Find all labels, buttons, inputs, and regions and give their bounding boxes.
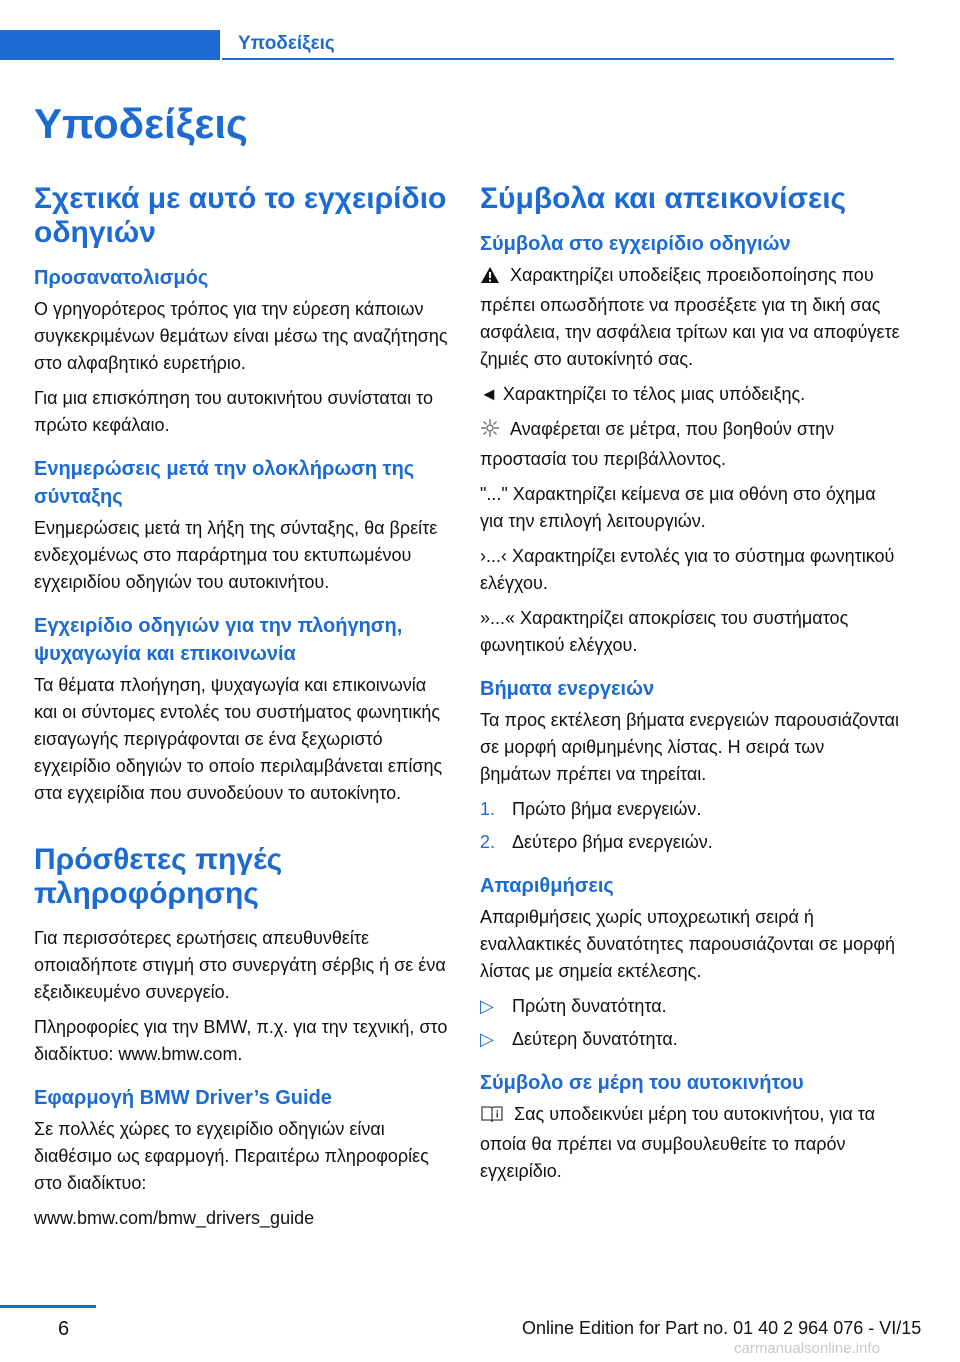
running-title: Υποδείξεις (238, 33, 335, 54)
vehicle-symbol-description: Σας υποδεικνύει μέρη του αυτοκινήτου, για τα οποία θα πρέπει να συμβουλευθείτε το παρόν εγχειρίδιο. (480, 1104, 876, 1181)
heading-steps: Βήματα ενεργειών (480, 678, 655, 700)
section-enumerations (480, 872, 900, 1053)
section-manual-symbols (480, 230, 900, 659)
manual-book-icon (480, 1104, 504, 1131)
edition-info: Online Edition for Part no. 01 40 2 964 076 - VI/15 (522, 1318, 922, 1338)
option-text: Πρώτη δυνατότητα. (512, 996, 667, 1016)
heading-updates: Ενημερώσεις μετά την ολοκλήρωση της σύνταξης (34, 458, 415, 508)
orientation-text-2: Για μια επισκόπηση του αυτοκινήτου συνίσταται το πρώτο κεφάλαιο. (34, 388, 433, 435)
section-app (34, 1084, 448, 1232)
warning-symbol-text (480, 262, 900, 373)
app-link: www.bmw.com/bmw_drivers_guide (34, 1208, 315, 1228)
option-text: Δεύτερη δυνατότητα. (512, 1029, 678, 1049)
quote-symbol-text: "..." Χαρακτηρίζει κείμενα σε μια οθόνη στο όχημα για την επιλογή λειτουργιών. (480, 484, 876, 531)
heading-orientation: Προσανατολισμός (34, 267, 209, 289)
app-text-1: Σε πολλές χώρες το εγχειρίδιο οδηγιών είναι διαθέσιμο ως εφαρμογή. Περαιτέρω πληροφορίες στο διαδίκτυο: (34, 1119, 429, 1193)
environment-symbol-text (480, 416, 900, 473)
step-text: Δεύτερο βήμα ενεργειών. (512, 832, 713, 852)
warning-description: Χαρακτηρίζει υποδείξεις προειδοποίησης που πρέπει οπωσδήποτε να προσέξετε για τη δική σας ασφάλεια, την ασφάλεια τρίτων και για να αποφύγετε ζημιές στο αυτοκίνητό σας. (480, 265, 900, 369)
voice-command-text: ›...‹ Χαρακτηρίζει εντολές για το σύστημα φωνητικού ελέγχου. (480, 546, 895, 593)
heading-nav-manual: Εγχειρίδιο οδηγιών για την πλοήγηση, ψυχαγωγία και επικοινωνία (34, 615, 403, 665)
footer-rule (0, 1305, 96, 1308)
sources-text-2: Πληροφορίες για την BMW, π.χ. για την τεχνική, στο διαδίκτυο: www.bmw.com. (34, 1017, 448, 1064)
bullet-triangle-icon: ▷ (480, 1029, 494, 1049)
bullet-triangle-icon: ▷ (480, 996, 494, 1016)
right-column (480, 182, 900, 1201)
list-item (480, 993, 900, 1020)
header-rule (222, 58, 894, 60)
end-symbol-text (480, 381, 900, 408)
list-item (480, 796, 900, 823)
section-orientation (34, 264, 448, 439)
environment-description: Αναφέρεται σε μέτρα, που βοηθούν στην προστασία του περιβάλλοντος. (480, 419, 835, 469)
steps-text: Τα προς εκτέλεση βήματα ενεργειών παρουσιάζονται σε μορφή αριθμημένης λίστας. Η σειρά των βημάτων πρέπει να τηρείται. (480, 710, 900, 784)
heading-manual-symbols: Σύμβολα στο εγχειρίδιο οδηγιών (480, 233, 791, 255)
step-number: 2. (480, 832, 496, 852)
enumerations-text: Απαριθμήσεις χωρίς υποχρεωτική σειρά ή εναλλακτικές δυνατότητες παρουσιάζονται σε μορφή λίστας με σημεία εκτέλεσης. (480, 907, 896, 981)
sources-text-1: Για περισσότερες ερωτήσεις απευθυνθείτε οποιαδήποτε στιγμή στο συνεργάτη σέρβις ή σε ένα εξειδικευμένο συνεργείο. (34, 928, 446, 1002)
warning-icon (480, 265, 500, 292)
updates-text: Ενημερώσεις μετά τη λήξη της σύνταξης, θα βρείτε ενδεχομένως στο παράρτημα του εκτυπωμένου εγχειριδίου οδηγιών του αυτοκινήτου. (34, 518, 438, 592)
heading-vehicle-symbol: Σύμβολο σε μέρη του αυτοκινήτου (480, 1072, 804, 1094)
voice-response-text: »...« Χαρακτηρίζει αποκρίσεις του συστήματος φωνητικού ελέγχου. (480, 608, 849, 655)
heading-additional-sources: Πρόσθετες πηγές πληροφόρησης (34, 843, 283, 910)
watermark: carmanualsonline.info (734, 1340, 880, 1357)
heading-enumerations: Απαριθμήσεις (480, 875, 614, 897)
orientation-text-1: Ο γρηγορότερος τρόπος για την εύρεση κάποιων συγκεκριμένων θεμάτων είναι μέσω της αναζήτησης στο αλφαβητικό ευρετήριο. (34, 299, 448, 373)
heading-app: Εφαρμογή BMW Driver’s Guide (34, 1087, 332, 1109)
end-mark-icon: ◄ (480, 384, 498, 404)
vehicle-symbol-text (480, 1101, 900, 1185)
end-description: Χαρακτηρίζει το τέλος μιας υπόδειξης. (502, 384, 806, 404)
page-number: 6 (58, 1318, 70, 1340)
section-vehicle-symbol (480, 1069, 900, 1185)
heading-symbols: Σύμβολα και απεικονίσεις (480, 182, 847, 215)
environment-icon (480, 418, 500, 446)
step-number: 1. (480, 799, 496, 819)
step-text: Πρώτο βήμα ενεργειών. (512, 799, 702, 819)
list-item (480, 829, 900, 856)
section-nav-manual (34, 612, 448, 807)
heading-about-manual: Σχετικά με αυτό το εγχειρίδιο οδηγιών (34, 182, 447, 249)
header-blue-bar (0, 30, 220, 60)
nav-manual-text: Τα θέματα πλοήγηση, ψυχαγωγία και επικοινωνία και οι σύντομες εντολές του συστήματος φωνητικής εισαγωγής περιγράφονται σε ένα ξεχωριστό εγχειρίδιο οδηγιών το οποίο περιλαμβάνεται επίσης στα εγχειρίδια που συνοδεύουν το αυτοκίνητο. (34, 675, 443, 803)
page-title: Υποδείξεις (34, 100, 248, 147)
section-updates (34, 455, 448, 596)
list-item (480, 1026, 900, 1053)
left-column (34, 182, 448, 1248)
section-steps (480, 675, 900, 856)
